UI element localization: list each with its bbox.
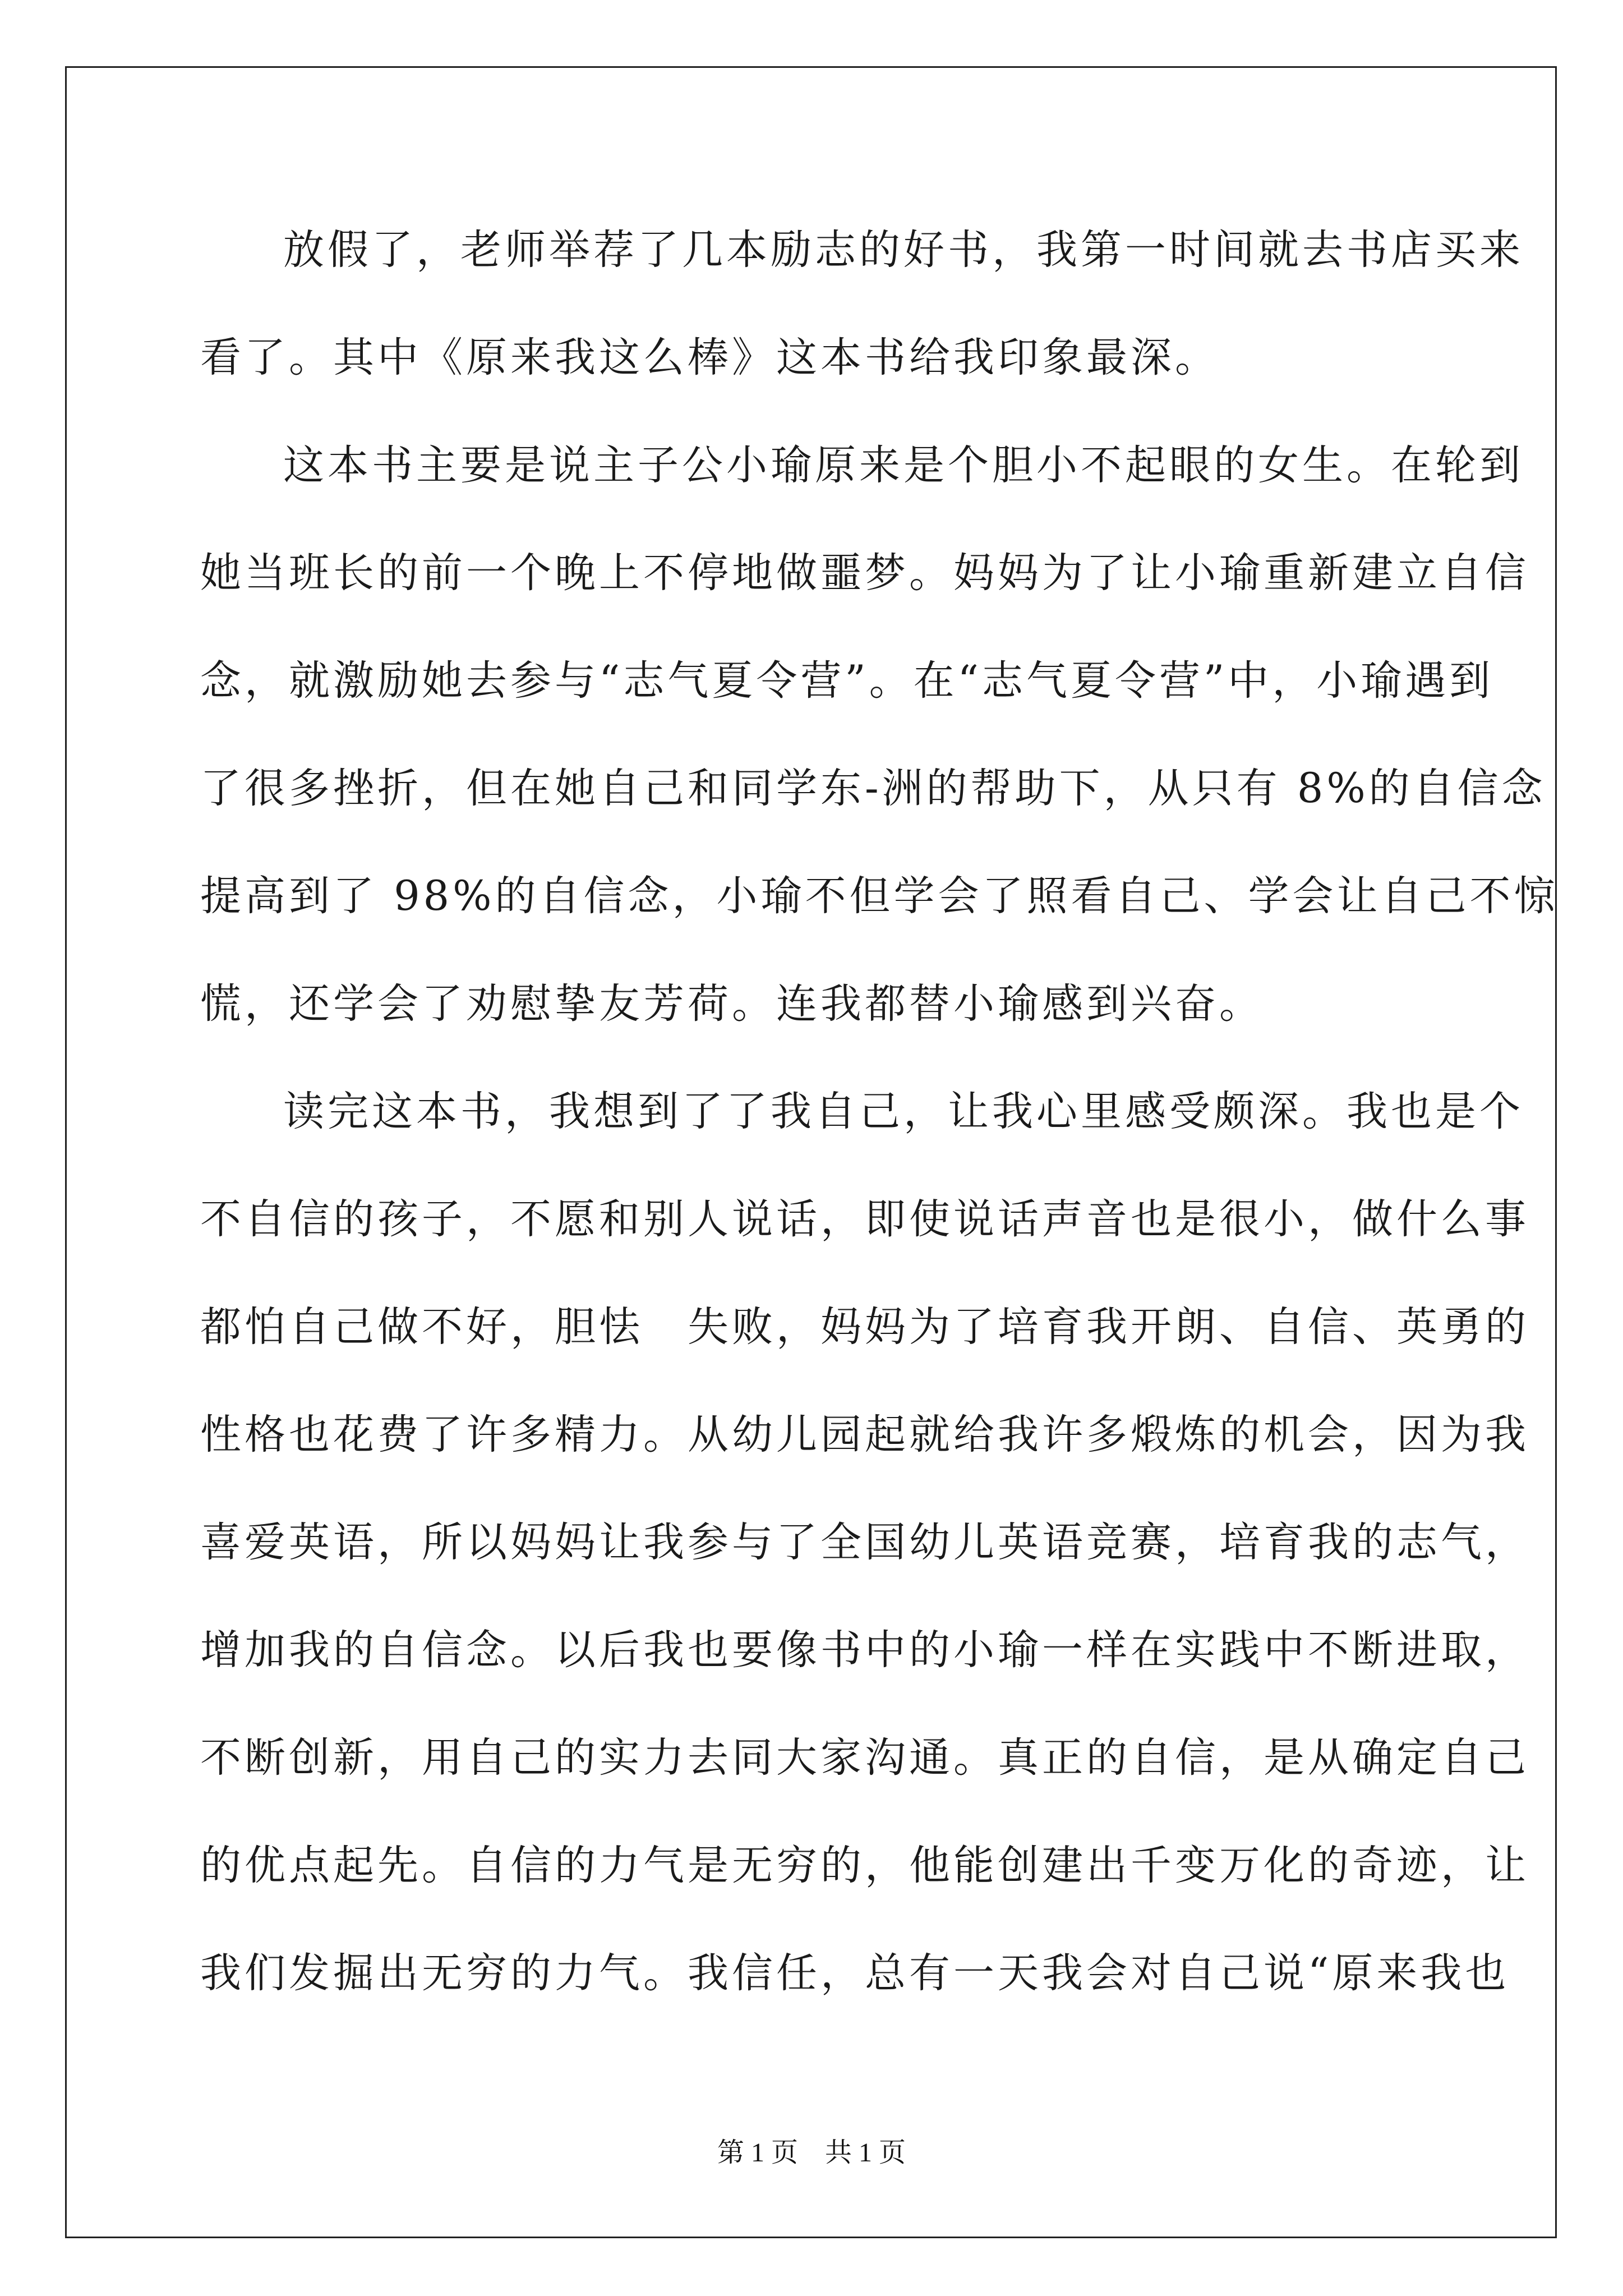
essay-line: 我们发掘出无穷的力气。我信任，总有一天我会对自己说“原来我也: [200, 1949, 1510, 1997]
essay-line: 看了。其中《原来我这么棒》这本书给我印象最深。: [200, 334, 1219, 381]
essay-line: 念，就激励她去参与“志气夏令营”。在“志气夏令营”中，小瑜遇到: [200, 657, 1494, 705]
essay-line: 了很多挫折，但在她自己和同学东-洲的帮助下，从只有 8%的自信念: [200, 765, 1546, 812]
essay-line: 的优点起先。自信的力气是无穷的，他能创建出千变万化的奇迹，让: [200, 1842, 1529, 1889]
essay-line: 放假了，老师举荐了几本励志的好书，我第一时间就去书店买来: [283, 226, 1524, 274]
essay-line: 提高到了 98%的自信念，小瑜不但学会了照看自己、学会让自己不惊: [200, 872, 1559, 920]
essay-line: 慌，还学会了劝慰挚友芳荷。连我都替小瑜感到兴奋。: [200, 980, 1264, 1028]
essay-line: 都怕自己做不好，胆怯 失败，妈妈为了培育我开朗、自信、英勇的: [200, 1303, 1529, 1351]
essay-line: 性格也花费了许多精力。从幼儿园起就给我许多煅炼的机会，因为我: [200, 1411, 1529, 1458]
essay-line: 增加我的自信念。以后我也要像书中的小瑜一样在实践中不断进取，: [200, 1626, 1529, 1674]
essay-line: 不断创新，用自己的实力去同大家沟通。真正的自信，是从确定自己: [200, 1734, 1529, 1782]
page-number-footer: 第 1 页 共 1 页: [717, 2138, 906, 2168]
essay-line: 喜爱英语，所以妈妈让我参与了全国幼儿英语竞赛，培育我的志气，: [200, 1519, 1529, 1566]
essay-line: 这本书主要是说主子公小瑜原来是个胆小不起眼的女生。在轮到: [283, 441, 1524, 489]
essay-line: 她当班长的前一个晚上不停地做噩梦。妈妈为了让小瑜重新建立自信: [200, 549, 1529, 597]
page-border: [65, 66, 1557, 2238]
essay-line: 读完这本书，我想到了了我自己，让我心里感受颇深。我也是个: [283, 1088, 1524, 1135]
essay-line: 不自信的孩子，不愿和别人说话，即使说话声音也是很小，做什么事: [200, 1195, 1529, 1243]
